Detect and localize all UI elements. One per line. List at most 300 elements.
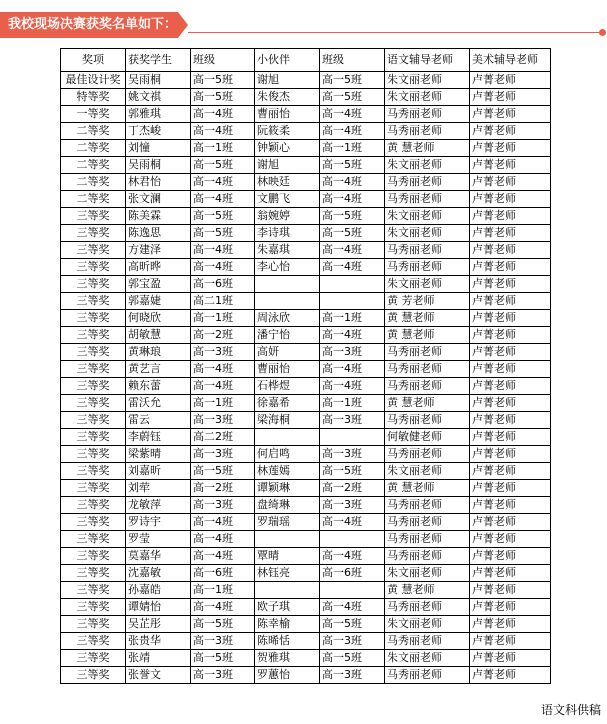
cell-award: 三等奖 [61, 225, 126, 242]
cell-award: 三等奖 [61, 412, 126, 429]
cell-award: 三等奖 [61, 480, 126, 497]
cell-partner-class: 高一4班 [320, 259, 385, 276]
cell-student: 林君怡 [126, 174, 191, 191]
cell-partner [255, 276, 320, 293]
cell-class: 高一4班 [191, 259, 255, 276]
cell-award: 三等奖 [61, 633, 126, 650]
cell-partner-class: 高一5班 [320, 225, 385, 242]
cell-class: 高一2班 [191, 480, 255, 497]
cell-award: 三等奖 [61, 650, 126, 667]
cell-class: 高一5班 [191, 89, 255, 106]
cell-class: 高一3班 [191, 344, 255, 361]
cell-partner-class: 高一4班 [320, 174, 385, 191]
cell-student: 谭婧怡 [126, 599, 191, 616]
cell-award: 三等奖 [61, 565, 126, 582]
column-header-art-teacher: 美术辅导老师 [470, 49, 551, 72]
cell-partner: 罗蕙怡 [255, 667, 320, 684]
cell-art-teacher: 卢菁老师 [470, 633, 551, 650]
cell-student: 郭雅琪 [126, 106, 191, 123]
table-row [61, 208, 551, 225]
divider-line [188, 32, 600, 33]
cell-class: 高一4班 [191, 191, 255, 208]
table-row [61, 344, 551, 361]
cell-partner: 李心怡 [255, 259, 320, 276]
table-row [61, 531, 551, 548]
cell-partner: 阮筱柔 [255, 123, 320, 140]
cell-class: 高一1班 [191, 582, 255, 599]
cell-award: 三等奖 [61, 497, 126, 514]
cell-chinese-teacher: 何敏健老师 [385, 429, 470, 446]
cell-student: 吴芷彤 [126, 616, 191, 633]
cell-art-teacher: 卢菁老师 [470, 276, 551, 293]
table-row [61, 429, 551, 446]
table-row [61, 327, 551, 344]
table-row [61, 174, 551, 191]
cell-partner-class: 高一5班 [320, 463, 385, 480]
divider-dot-icon [599, 29, 606, 36]
cell-partner: 高妍 [255, 344, 320, 361]
cell-chinese-teacher: 黄 慧老师 [385, 582, 470, 599]
cell-award: 三等奖 [61, 582, 126, 599]
cell-art-teacher: 卢菁老师 [470, 531, 551, 548]
cell-student: 张文澜 [126, 191, 191, 208]
cell-chinese-teacher: 马秀丽老师 [385, 106, 470, 123]
cell-partner-class [320, 429, 385, 446]
cell-partner-class [320, 582, 385, 599]
cell-art-teacher: 卢菁老师 [470, 650, 551, 667]
cell-award: 三等奖 [61, 599, 126, 616]
cell-chinese-teacher: 马秀丽老师 [385, 531, 470, 548]
cell-chinese-teacher: 朱文丽老师 [385, 89, 470, 106]
cell-class: 高一3班 [191, 412, 255, 429]
cell-award: 三等奖 [61, 446, 126, 463]
cell-chinese-teacher: 黄 慧老师 [385, 140, 470, 157]
cell-student: 莫嘉华 [126, 548, 191, 565]
cell-class: 高一6班 [191, 276, 255, 293]
cell-student: 梁紫晴 [126, 446, 191, 463]
cell-art-teacher: 卢菁老师 [470, 140, 551, 157]
cell-partner: 钟颖心 [255, 140, 320, 157]
cell-award: 二等奖 [61, 157, 126, 174]
cell-class: 高一4班 [191, 242, 255, 259]
cell-partner [255, 429, 320, 446]
cell-art-teacher: 卢菁老师 [470, 191, 551, 208]
cell-partner: 欧子琪 [255, 599, 320, 616]
cell-partner-class: 高一4班 [320, 378, 385, 395]
cell-class: 高二1班 [191, 293, 255, 310]
cell-chinese-teacher: 马秀丽老师 [385, 174, 470, 191]
cell-class: 高一4班 [191, 123, 255, 140]
cell-partner-class: 高一6班 [320, 565, 385, 582]
cell-partner: 石桦煜 [255, 378, 320, 395]
cell-chinese-teacher: 黄 慧老师 [385, 480, 470, 497]
cell-class: 高一5班 [191, 225, 255, 242]
cell-partner: 翁婉婷 [255, 208, 320, 225]
cell-art-teacher: 卢菁老师 [470, 89, 551, 106]
cell-student: 刘憧 [126, 140, 191, 157]
cell-partner-class: 高一4班 [320, 191, 385, 208]
cell-award: 二等奖 [61, 174, 126, 191]
cell-student: 龙敏萍 [126, 497, 191, 514]
cell-partner-class: 高一4班 [320, 599, 385, 616]
table-row [61, 123, 551, 140]
cell-class: 高二2班 [191, 429, 255, 446]
banner-title: 我校现场决赛获奖名单如下： [0, 12, 178, 38]
cell-award: 一等奖 [61, 106, 126, 123]
table-row [61, 599, 551, 616]
cell-student: 何晓欣 [126, 310, 191, 327]
cell-partner-class: 高一5班 [320, 650, 385, 667]
cell-student: 张靖 [126, 650, 191, 667]
cell-chinese-teacher: 黄 慧老师 [385, 395, 470, 412]
cell-partner: 曹丽怡 [255, 361, 320, 378]
cell-partner: 罗瑞瑶 [255, 514, 320, 531]
column-header-chinese-teacher: 语文辅导老师 [385, 49, 470, 72]
cell-student: 沈嘉敏 [126, 565, 191, 582]
cell-partner-class: 高一3班 [320, 412, 385, 429]
footer-credit: 语文科供稿 [540, 703, 601, 717]
cell-art-teacher: 卢菁老师 [470, 446, 551, 463]
cell-award: 三等奖 [61, 463, 126, 480]
cell-chinese-teacher: 马秀丽老师 [385, 242, 470, 259]
cell-student: 姚文祺 [126, 89, 191, 106]
cell-award: 二等奖 [61, 191, 126, 208]
cell-chinese-teacher: 马秀丽老师 [385, 361, 470, 378]
cell-partner-class: 高一1班 [320, 395, 385, 412]
cell-partner: 贺雅琪 [255, 650, 320, 667]
cell-student: 丁杰峻 [126, 123, 191, 140]
cell-partner-class: 高一4班 [320, 242, 385, 259]
cell-art-teacher: 卢菁老师 [470, 582, 551, 599]
cell-partner-class: 高一3班 [320, 446, 385, 463]
cell-class: 高一3班 [191, 446, 255, 463]
table-row [61, 497, 551, 514]
cell-partner-class: 高一1班 [320, 310, 385, 327]
cell-art-teacher: 卢菁老师 [470, 344, 551, 361]
cell-partner-class [320, 293, 385, 310]
cell-art-teacher: 卢菁老师 [470, 548, 551, 565]
cell-art-teacher: 卢菁老师 [470, 174, 551, 191]
cell-partner: 潘宁怡 [255, 327, 320, 344]
cell-partner: 谢旭 [255, 72, 320, 89]
cell-award: 三等奖 [61, 514, 126, 531]
cell-art-teacher: 卢菁老师 [470, 667, 551, 684]
cell-partner-class: 高一4班 [320, 361, 385, 378]
cell-class: 高一4班 [191, 361, 255, 378]
cell-art-teacher: 卢菁老师 [470, 480, 551, 497]
column-header-award: 奖项 [61, 49, 126, 72]
cell-student: 吴雨桐 [126, 157, 191, 174]
table-row [61, 89, 551, 106]
cell-award: 三等奖 [61, 548, 126, 565]
cell-student: 刘荦 [126, 480, 191, 497]
cell-class: 高一1班 [191, 395, 255, 412]
cell-chinese-teacher: 朱文丽老师 [385, 463, 470, 480]
cell-award: 三等奖 [61, 531, 126, 548]
cell-partner: 何启鸣 [255, 446, 320, 463]
cell-art-teacher: 卢菁老师 [470, 395, 551, 412]
cell-art-teacher: 卢菁老师 [470, 259, 551, 276]
cell-award: 三等奖 [61, 276, 126, 293]
table-row [61, 480, 551, 497]
cell-partner: 朱嘉琪 [255, 242, 320, 259]
cell-art-teacher: 卢菁老师 [470, 310, 551, 327]
cell-award: 特等奖 [61, 89, 126, 106]
cell-class: 高一1班 [191, 140, 255, 157]
table-row [61, 565, 551, 582]
cell-partner-class [320, 531, 385, 548]
cell-partner-class: 高一3班 [320, 667, 385, 684]
cell-partner-class: 高一5班 [320, 208, 385, 225]
cell-partner-class: 高一1班 [320, 140, 385, 157]
cell-award: 三等奖 [61, 310, 126, 327]
cell-partner: 徐嘉希 [255, 395, 320, 412]
cell-partner: 李诗琪 [255, 225, 320, 242]
cell-class: 高一3班 [191, 497, 255, 514]
cell-partner: 朱俊杰 [255, 89, 320, 106]
cell-partner-class: 高一5班 [320, 616, 385, 633]
cell-award: 二等奖 [61, 140, 126, 157]
cell-art-teacher: 卢菁老师 [470, 327, 551, 344]
cell-art-teacher: 卢菁老师 [470, 429, 551, 446]
cell-partner-class: 高一4班 [320, 106, 385, 123]
cell-chinese-teacher: 黄 慧老师 [385, 310, 470, 327]
cell-art-teacher: 卢菁老师 [470, 565, 551, 582]
cell-student: 赖东蕾 [126, 378, 191, 395]
cell-art-teacher: 卢菁老师 [470, 72, 551, 89]
cell-student: 胡敏慧 [126, 327, 191, 344]
table-row [61, 463, 551, 480]
cell-student: 高昕晔 [126, 259, 191, 276]
cell-partner-class: 高一5班 [320, 72, 385, 89]
table-row [61, 259, 551, 276]
cell-art-teacher: 卢菁老师 [470, 616, 551, 633]
cell-art-teacher: 卢菁老师 [470, 106, 551, 123]
table-row [61, 650, 551, 667]
cell-art-teacher: 卢菁老师 [470, 378, 551, 395]
cell-partner [255, 293, 320, 310]
cell-class: 高一2班 [191, 327, 255, 344]
cell-chinese-teacher: 马秀丽老师 [385, 633, 470, 650]
cell-student: 孙嘉皓 [126, 582, 191, 599]
cell-student: 雷沃允 [126, 395, 191, 412]
cell-class: 高一5班 [191, 72, 255, 89]
cell-art-teacher: 卢菁老师 [470, 497, 551, 514]
cell-student: 李蔚钰 [126, 429, 191, 446]
cell-chinese-teacher: 马秀丽老师 [385, 514, 470, 531]
table-row [61, 582, 551, 599]
table-row [61, 225, 551, 242]
cell-chinese-teacher: 朱文丽老师 [385, 208, 470, 225]
table-header-row [61, 49, 551, 72]
cell-chinese-teacher: 马秀丽老师 [385, 667, 470, 684]
section-banner [0, 12, 188, 38]
cell-art-teacher: 卢菁老师 [470, 123, 551, 140]
cell-student: 吴雨桐 [126, 72, 191, 89]
cell-class: 高一5班 [191, 463, 255, 480]
cell-award: 三等奖 [61, 208, 126, 225]
cell-chinese-teacher: 马秀丽老师 [385, 548, 470, 565]
cell-partner: 文鹏飞 [255, 191, 320, 208]
cell-art-teacher: 卢菁老师 [470, 599, 551, 616]
cell-art-teacher: 卢菁老师 [470, 208, 551, 225]
cell-art-teacher: 卢菁老师 [470, 412, 551, 429]
cell-partner-class: 高一3班 [320, 633, 385, 650]
table-row [61, 378, 551, 395]
cell-award: 三等奖 [61, 667, 126, 684]
table-row [61, 633, 551, 650]
cell-student: 罗莹 [126, 531, 191, 548]
cell-chinese-teacher: 朱文丽老师 [385, 225, 470, 242]
cell-chinese-teacher: 马秀丽老师 [385, 344, 470, 361]
cell-award: 三等奖 [61, 259, 126, 276]
banner-arrow [178, 12, 188, 38]
cell-chinese-teacher: 黄 慧老师 [385, 327, 470, 344]
cell-student: 郭嘉婕 [126, 293, 191, 310]
table-row [61, 242, 551, 259]
table-row [61, 72, 551, 89]
cell-class: 高一4班 [191, 174, 255, 191]
table-row [61, 446, 551, 463]
cell-chinese-teacher: 马秀丽老师 [385, 259, 470, 276]
table-row [61, 412, 551, 429]
cell-partner: 覃晴 [255, 548, 320, 565]
cell-award: 三等奖 [61, 616, 126, 633]
cell-art-teacher: 卢菁老师 [470, 242, 551, 259]
table-row [61, 140, 551, 157]
cell-chinese-teacher: 朱文丽老师 [385, 276, 470, 293]
cell-chinese-teacher: 马秀丽老师 [385, 412, 470, 429]
cell-chinese-teacher: 朱文丽老师 [385, 565, 470, 582]
table-row [61, 276, 551, 293]
cell-class: 高一3班 [191, 667, 255, 684]
cell-art-teacher: 卢菁老师 [470, 157, 551, 174]
cell-student: 郭宝盈 [126, 276, 191, 293]
cell-chinese-teacher: 马秀丽老师 [385, 378, 470, 395]
cell-art-teacher: 卢菁老师 [470, 514, 551, 531]
cell-partner-class: 高一2班 [320, 480, 385, 497]
cell-student: 方建泽 [126, 242, 191, 259]
cell-partner: 谢旭 [255, 157, 320, 174]
table-row [61, 395, 551, 412]
cell-class: 高一5班 [191, 616, 255, 633]
cell-class: 高一4班 [191, 106, 255, 123]
cell-class: 高一4班 [191, 599, 255, 616]
table-row [61, 106, 551, 123]
cell-class: 高一4班 [191, 514, 255, 531]
cell-award: 三等奖 [61, 429, 126, 446]
cell-class: 高一4班 [191, 548, 255, 565]
table-row [61, 310, 551, 327]
table-body [61, 72, 551, 684]
cell-art-teacher: 卢菁老师 [470, 225, 551, 242]
cell-award: 三等奖 [61, 344, 126, 361]
cell-partner: 梁海桐 [255, 412, 320, 429]
table-row [61, 514, 551, 531]
cell-award: 三等奖 [61, 242, 126, 259]
cell-partner-class: 高一3班 [320, 344, 385, 361]
cell-art-teacher: 卢菁老师 [470, 361, 551, 378]
cell-partner [255, 582, 320, 599]
cell-partner-class: 高一3班 [320, 497, 385, 514]
cell-chinese-teacher: 朱文丽老师 [385, 72, 470, 89]
cell-partner: 林钰亮 [255, 565, 320, 582]
table-row [61, 293, 551, 310]
cell-class: 高一5班 [191, 208, 255, 225]
awards-table [60, 48, 551, 684]
cell-chinese-teacher: 马秀丽老师 [385, 123, 470, 140]
cell-student: 陈美霖 [126, 208, 191, 225]
cell-partner: 周泳欣 [255, 310, 320, 327]
cell-award: 三等奖 [61, 327, 126, 344]
cell-award: 三等奖 [61, 361, 126, 378]
cell-art-teacher: 卢菁老师 [470, 463, 551, 480]
cell-partner: 林莲嫣 [255, 463, 320, 480]
table-row [61, 157, 551, 174]
cell-class: 高一1班 [191, 310, 255, 327]
cell-partner [255, 531, 320, 548]
cell-class: 高一6班 [191, 565, 255, 582]
cell-class: 高一5班 [191, 650, 255, 667]
cell-student: 黄琳琅 [126, 344, 191, 361]
cell-student: 刘嘉昕 [126, 463, 191, 480]
cell-chinese-teacher: 黄 芳老师 [385, 293, 470, 310]
cell-partner-class: 高一5班 [320, 89, 385, 106]
cell-class: 高一5班 [191, 157, 255, 174]
cell-chinese-teacher: 朱文丽老师 [385, 650, 470, 667]
table-row [61, 616, 551, 633]
cell-award: 三等奖 [61, 293, 126, 310]
cell-partner: 陈幸榆 [255, 616, 320, 633]
cell-student: 雷云 [126, 412, 191, 429]
cell-partner-class: 高一4班 [320, 514, 385, 531]
cell-partner: 林映廷 [255, 174, 320, 191]
table-row [61, 667, 551, 684]
cell-chinese-teacher: 马秀丽老师 [385, 191, 470, 208]
cell-partner-class: 高一5班 [320, 157, 385, 174]
cell-student: 罗诗宇 [126, 514, 191, 531]
column-header-partner: 小伙伴 [255, 49, 320, 72]
cell-class: 高一3班 [191, 633, 255, 650]
column-header-partner-class: 班级 [320, 49, 385, 72]
table-row [61, 191, 551, 208]
cell-chinese-teacher: 马秀丽老师 [385, 446, 470, 463]
cell-student: 黄艺言 [126, 361, 191, 378]
cell-student: 张贵华 [126, 633, 191, 650]
cell-partner: 盘绮琳 [255, 497, 320, 514]
cell-chinese-teacher: 朱文丽老师 [385, 157, 470, 174]
cell-partner-class: 高一4班 [320, 327, 385, 344]
cell-award: 最佳设计奖 [61, 72, 126, 89]
cell-award: 三等奖 [61, 395, 126, 412]
cell-class: 高一4班 [191, 378, 255, 395]
cell-class: 高一4班 [191, 531, 255, 548]
cell-award: 二等奖 [61, 123, 126, 140]
cell-chinese-teacher: 朱文丽老师 [385, 616, 470, 633]
column-header-class: 班级 [191, 49, 255, 72]
cell-chinese-teacher: 马秀丽老师 [385, 599, 470, 616]
table-row [61, 548, 551, 565]
cell-partner-class: 高一4班 [320, 123, 385, 140]
cell-art-teacher: 卢菁老师 [470, 293, 551, 310]
cell-partner-class: 高一4班 [320, 548, 385, 565]
cell-chinese-teacher: 马秀丽老师 [385, 497, 470, 514]
cell-partner: 谭颖琳 [255, 480, 320, 497]
cell-partner: 陈晞恬 [255, 633, 320, 650]
cell-student: 陈逸思 [126, 225, 191, 242]
column-header-student: 获奖学生 [126, 49, 191, 72]
table-row [61, 361, 551, 378]
